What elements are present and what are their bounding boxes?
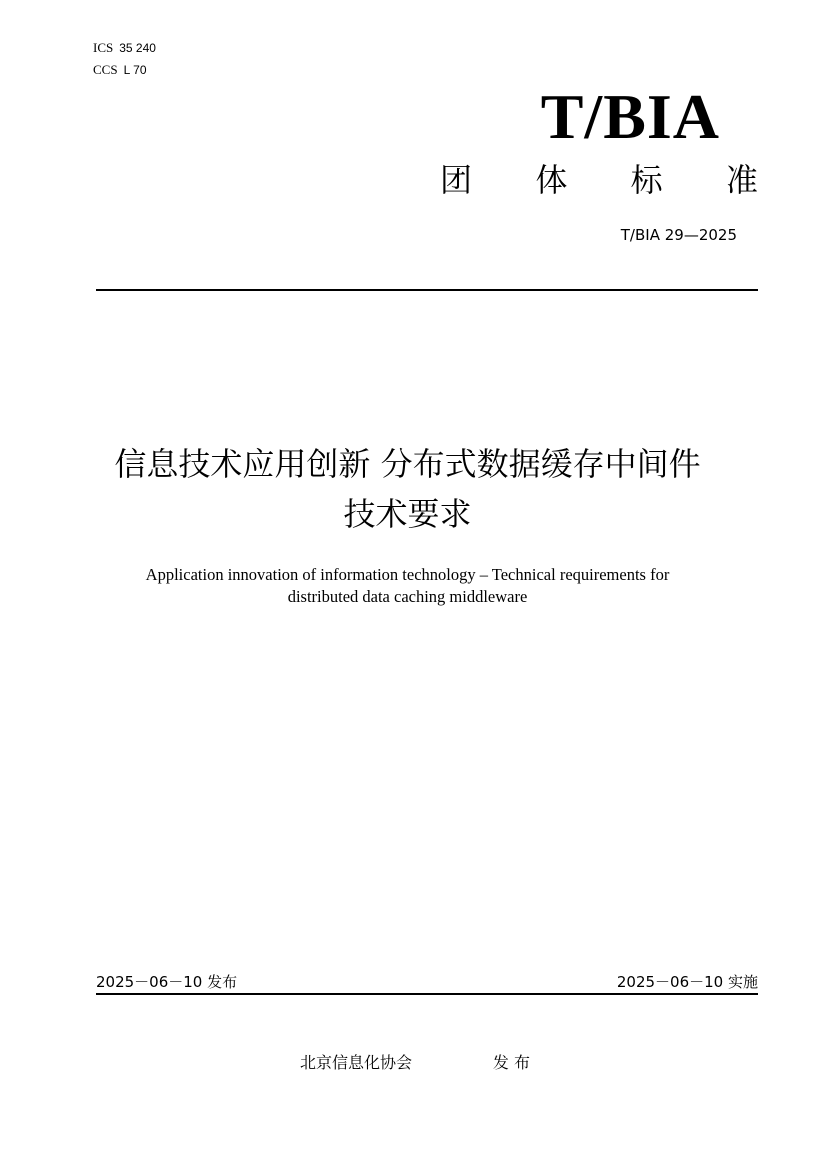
standard-logo: T/BIA [540, 81, 720, 152]
standard-type-char: 团 [440, 161, 473, 199]
english-title-line-2: distributed data caching middleware [287, 587, 528, 606]
ics-code [93, 41, 156, 55]
chinese-title-line-1: 信息技术应用创新 分布式数据缓存中间件 [114, 445, 701, 483]
ccs-label: CCS [93, 62, 118, 77]
publisher-name: 北京信息化协会 [300, 1053, 413, 1072]
chinese-title-line-2: 技术要求 [343, 495, 472, 533]
standard-type-char: 准 [725, 161, 758, 199]
ics-label: ICS [93, 40, 114, 55]
ccs-value: L 70 [123, 63, 147, 77]
publish-date: 2025－06－10 发布 [96, 973, 238, 991]
bottom-divider [96, 993, 758, 995]
standard-type-char: 体 [535, 161, 568, 199]
top-divider [96, 289, 758, 291]
standard-type [440, 160, 758, 200]
publish-word: 发 布 [492, 1053, 530, 1072]
english-title-line-1: Application innovation of information technology – Technical requirements for [145, 565, 670, 584]
standard-type-char: 标 [630, 161, 663, 199]
standard-number: T/BIA 29—2025 [620, 226, 737, 244]
ics-value: 35 240 [119, 41, 156, 55]
implement-date: 2025－06－10 实施 [616, 973, 758, 991]
ccs-code [93, 63, 147, 77]
publisher-line [300, 1052, 530, 1074]
